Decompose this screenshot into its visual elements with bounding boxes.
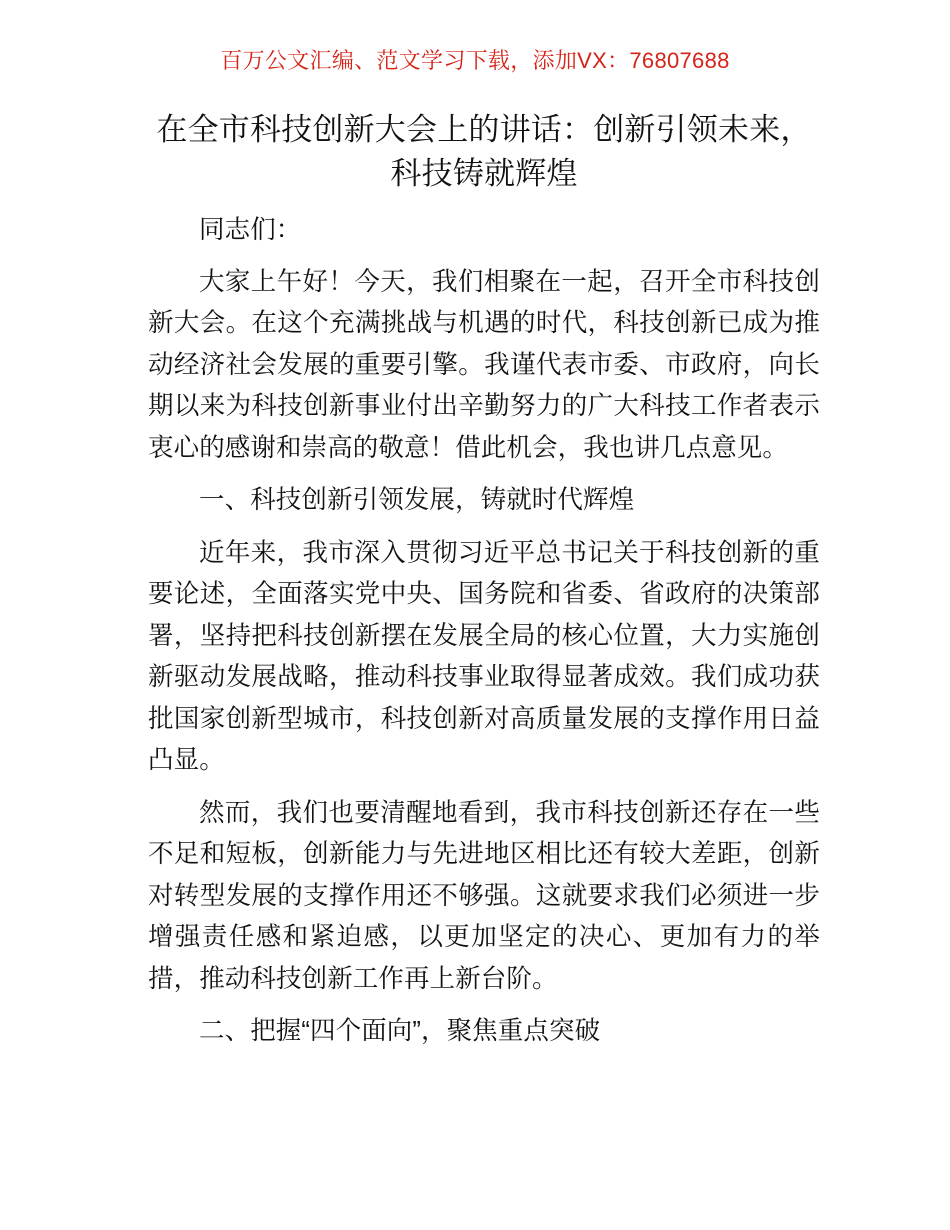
promo-watermark-header: 百万公文汇编、范文学习下载，添加VX：76807688 <box>220 48 730 73</box>
document-body <box>148 108 820 1064</box>
page-title: 在全市科技创新大会上的讲话：创新引领未来，科技铸就辉煌 <box>156 112 812 191</box>
paragraph-section-one-second: 然而，我们也要清醒地看到，我市科技创新还存在一些不足和短板，创新能力与先进地区相比还有较大差距，创新对转型发展的支撑作用还不够强。这就要求我们必须进一步增强责任感和紧迫感，以更加坚定的决心、更加有力的举措，推动科技创新工作再上新台阶。 <box>148 798 820 993</box>
section-heading-one: 一、科技创新引领发展，铸就时代辉煌 <box>199 486 635 514</box>
salutation: 同志们： <box>199 216 302 244</box>
section-heading-two: 二、把握“四个面向”，聚焦重点突破 <box>199 1017 601 1045</box>
paragraph-opening: 大家上午好！今天，我们相聚在一起，召开全市科技创新大会。在这个充满挑战与机遇的时代，科技创新已成为推动经济社会发展的重要引擎。我谨代表市委、市政府，向长期以来为科技创新事业付出辛勤努力的广大科技工作者表示衷心的感谢和崇高的敬意！借此机会，我也讲几点意见。 <box>148 267 820 462</box>
paragraph-section-one-first: 近年来，我市深入贯彻习近平总书记关于科技创新的重要论述，全面落实党中央、国务院和省委、省政府的决策部署，坚持把科技创新摆在发展全局的核心位置，大力实施创新驱动发展战略，推动科技事业取得显著成效。我们成功获批国家创新型城市，科技创新对高质量发展的支撑作用日益凸显。 <box>148 538 820 774</box>
